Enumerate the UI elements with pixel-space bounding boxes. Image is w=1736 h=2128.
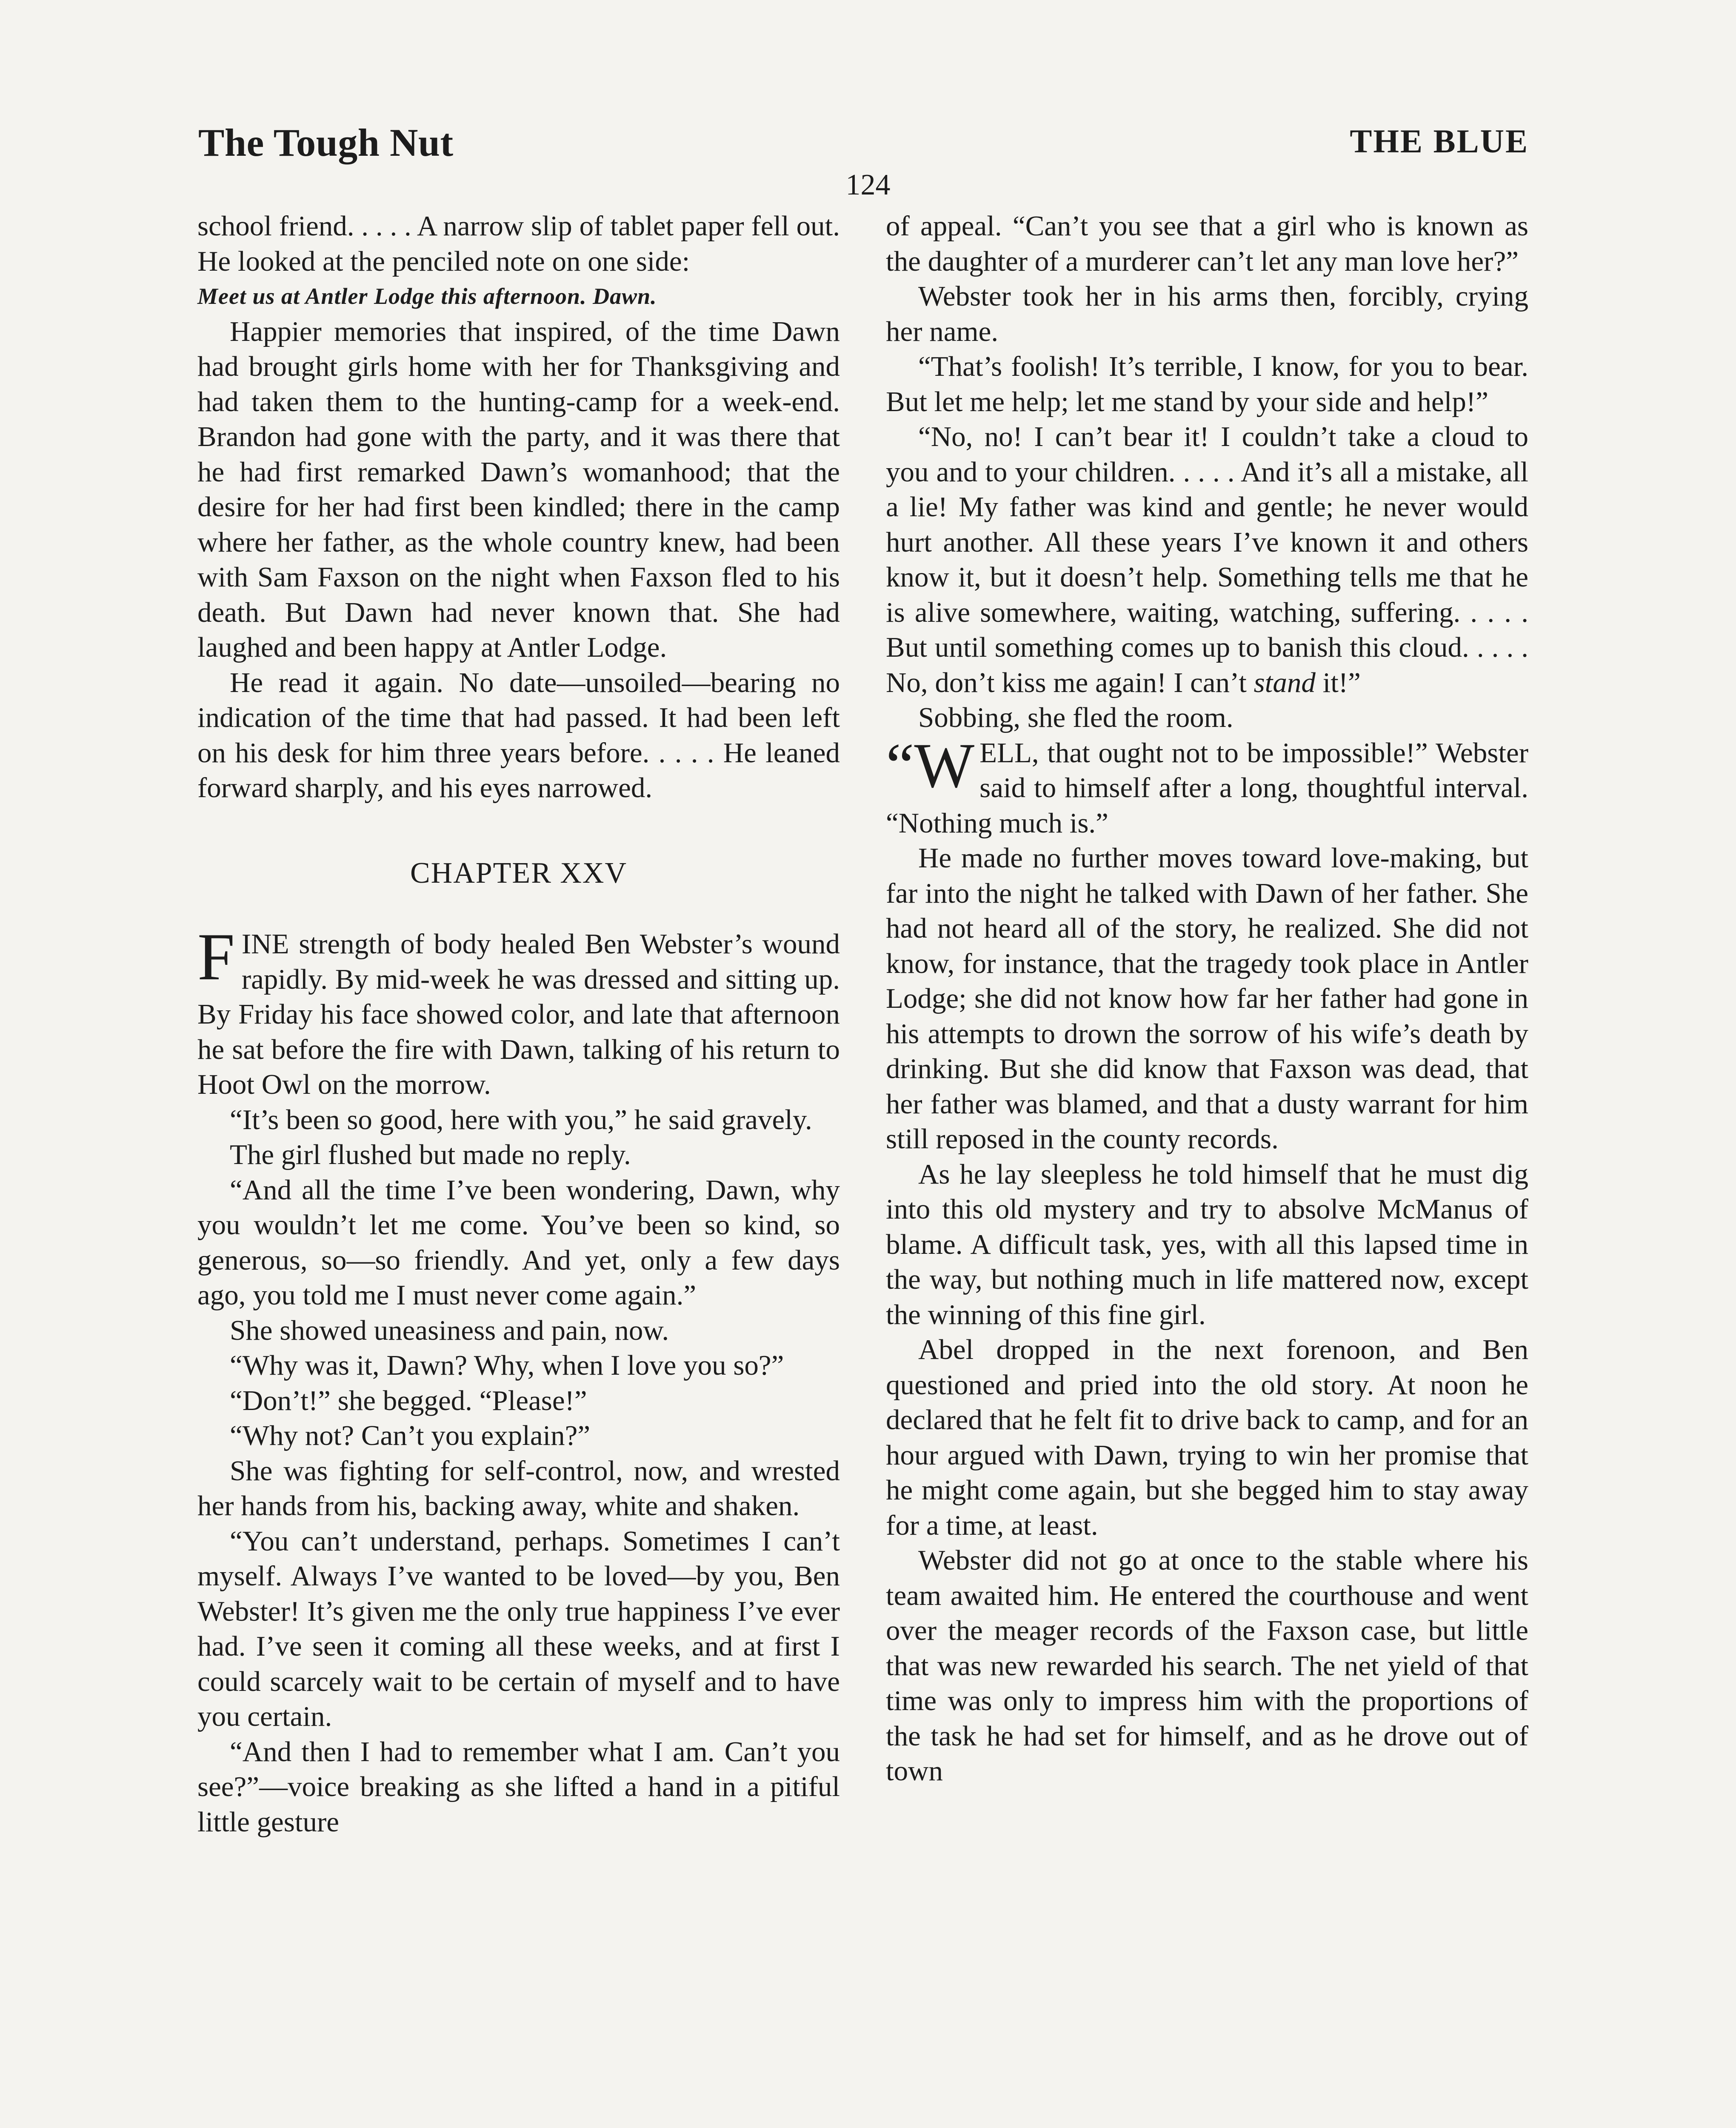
paragraph: She showed uneasiness and pain, now.: [230, 1314, 669, 1346]
page-number: 124: [845, 169, 891, 201]
paragraph-text: it!”: [1315, 666, 1361, 698]
right-column: [886, 209, 1528, 1789]
paragraph: Happier memories that inspired, of the time Dawn had brought girls home with her for Thanksgiving and had taken them to the hunting-camp for a week-end. Brandon had gone with the party, and it was there that he had first remarked Dawn’s womanhood; that the desire for her had first been kindled; there in the camp where her father, as the whole country knew, had been with Sam Faxson on the night when Faxson fled to his death. But Dawn had never known that. She had laughed and been happy at Antler Lodge.: [197, 315, 840, 663]
paragraph-text: ELL, that ought not to be impossible!” Webster said to himself after a long, thoughtful interval. “Nothing much is.”: [886, 737, 1528, 839]
drop-cap: F: [197, 920, 235, 994]
paragraph: He read it again. No date—unsoiled—bearing no indication of the time that had passed. It had been left on his desk for him three years before. . . . . He leaned forward sharply, and his eyes narrowed.: [197, 666, 840, 804]
paragraph-text: INE strength of body healed Ben Webster’s wound rapidly. By mid-week he was dressed and sitting up. By Friday his face showed color, and late that afternoon he sat before the fire with Dawn, talking of his return to Hoot Owl on the morrow.: [197, 928, 840, 1100]
paragraph: Abel dropped in the next forenoon, and Ben questioned and pried into the old story. At noon he declared that he felt fit to drive back to camp, and for an hour argued with Dawn, trying to win her promise that he might come again, but she begged him to stay away for a time, at least.: [886, 1334, 1528, 1541]
paragraph: Webster took her in his arms then, forcibly, crying her name.: [886, 280, 1528, 347]
paragraph-text: “No, no! I can’t bear it! I couldn’t take a cloud to you and to your children. . . . . And it’s all a mistake, all a lie! My father was kind and gentle; he never would hurt another. All these years I’ve known it and others know it, but it doesn’t help. Something tells me that he is alive somewhere, waiting, watching, suffering. . . . . But until something comes up to banish this cloud. . . . . No, don’t kiss me again! I can’t: [886, 421, 1528, 698]
paragraph: of appeal. “Can’t you see that a girl who is known as the daughter of a murderer can’t let any man love her?”: [886, 210, 1528, 277]
paragraph: He made no further moves toward love-making, but far into the night he talked with Dawn of her father. She had not heard all of the story, he realized. She did not know, for instance, that the tragedy took place in Antler Lodge; she did not know how far her father had gone in his attempts to drown the sorrow of his wife’s death by drinking. But she did know that Faxson was dead, that her father was blamed, and that a dusty warrant for him still reposed in the county records.: [886, 842, 1528, 1155]
paragraph: The girl flushed but made no reply.: [230, 1139, 631, 1170]
paragraph: As he lay sleepless he told himself that he must dig into this old mystery and try to absolve McManus of blame. A difficult task, yes, with all this lapsed time in the way, but nothing much in life mattered now, except the winning of this fine girl.: [886, 1158, 1528, 1330]
paragraph: Sobbing, she fled the room.: [918, 702, 1233, 733]
emphasis: stand: [1253, 666, 1316, 698]
opening-quote: “: [886, 730, 914, 801]
paragraph: “It’s been so good, here with you,” he said gravely.: [230, 1104, 812, 1136]
paragraph: Webster did not go at once to the stable where his team awaited him. He entered the courthouse and went over the meager records of the Faxson case, but little that was new rewarded his search. The net yield of that time was only to impress him with the proportions of the task he had set for himself, and as he drove out of town: [886, 1545, 1528, 1787]
paragraph: She was fighting for self-control, now, and wrested her hands from his, backing away, white and shaken.: [197, 1455, 840, 1522]
paragraph: “And then I had to remember what I am. Can’t you see?”—voice breaking as she lifted a hand in a pitiful little gesture: [197, 1736, 840, 1838]
drop-cap: [886, 730, 975, 801]
magazine-title: THE BLUE: [1350, 123, 1529, 160]
paragraph: “Why was it, Dawn? Why, when I love you so?”: [230, 1350, 784, 1381]
paragraph: [886, 419, 1528, 700]
running-title: The Tough Nut: [198, 121, 454, 164]
drop-cap-letter: W: [914, 730, 975, 801]
chapter-opening-paragraph: [197, 920, 840, 1102]
paragraph: “Don’t!” she begged. “Please!”: [230, 1384, 587, 1416]
paragraph: “That’s foolish! It’s terrible, I know, for you to bear. But let me help; let me stand by your side and help!”: [886, 351, 1528, 418]
paragraph: “Why not? Can’t you explain?”: [230, 1420, 591, 1451]
paragraph: “You can’t understand, perhaps. Sometimes I can’t myself. Always I’ve wanted to be loved—by you, Ben Webster! It’s given me the only true happiness I’ve ever had. I’ve seen it coming all these weeks, and at first I could scarcely wait to be certain of myself and to have you certain.: [197, 1525, 840, 1732]
penciled-note: Meet us at Antler Lodge this afternoon. Dawn.: [197, 283, 657, 309]
paragraph: school friend. . . . . A narrow slip of tablet paper fell out. He looked at the penciled note on one side:: [197, 210, 840, 277]
left-column: [197, 209, 840, 1839]
section-opening-paragraph: [886, 730, 1528, 841]
paragraph: “And all the time I’ve been wondering, Dawn, why you wouldn’t let me come. You’ve been so kind, so generous, so—so friendly. And yet, only a few days ago, you told me I must never come again.”: [197, 1174, 840, 1311]
chapter-heading: CHAPTER XXV: [410, 856, 628, 890]
